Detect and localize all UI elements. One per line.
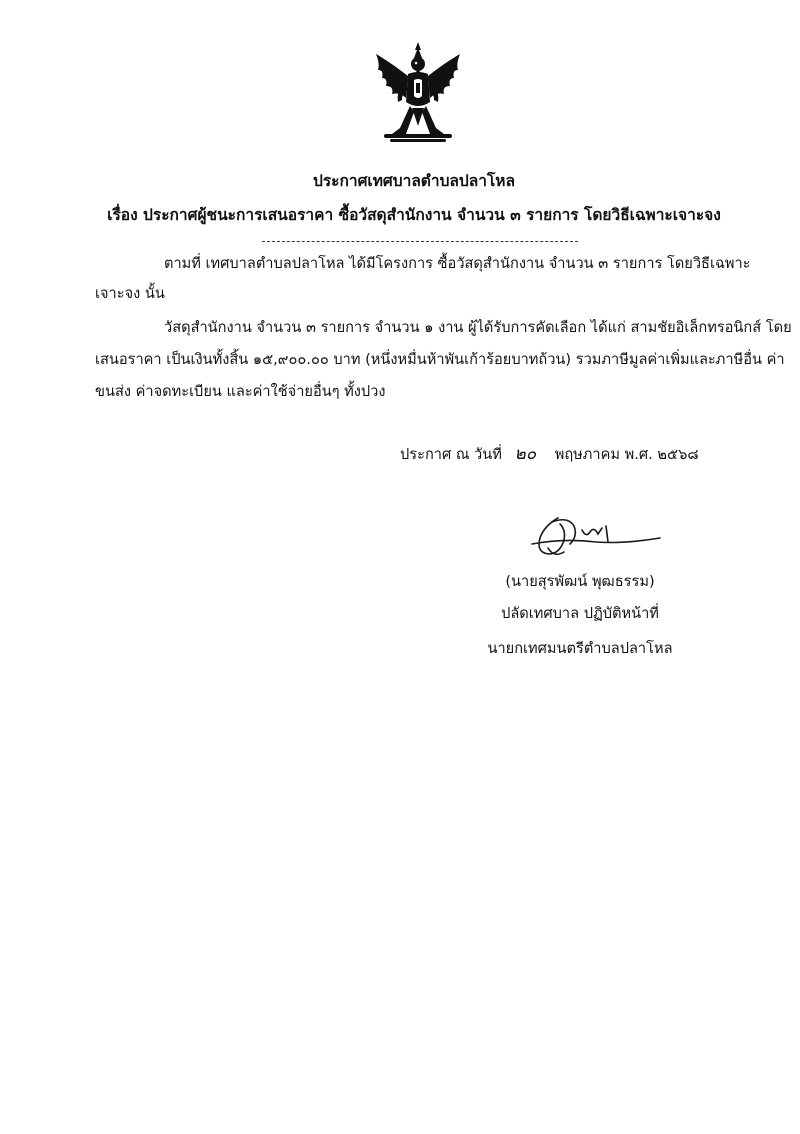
paragraph-2-line-3: ขนส่ง ค่าจดทะเบียน และค่าใช้จ่ายอื่นๆ ทั้งปวง: [95, 383, 386, 400]
signatory-position-1: ปลัดเทศบาล ปฏิบัติหน้าที่: [501, 605, 659, 622]
document-title: ประกาศเทศบาลตำบลปลาโหล: [313, 172, 515, 190]
paragraph-1-line-2: เจาะจง นั้น: [95, 285, 165, 302]
garuda-emblem-icon: [370, 40, 466, 146]
paragraph-2-line-2: เสนอราคา เป็นเงินทั้งสิ้น ๑๕,๙๐๐.๐๐ บาท (หนึ่งหมื่นห้าพันเก้าร้อยบาทถ้วน) รวมภาษีมูลค่าเพิ่มและภาษีอื่น ค่า: [95, 351, 785, 368]
divider: [262, 241, 578, 242]
signatory-position-2: นายกเทศมนตรีตำบลปลาโหล: [487, 640, 673, 657]
signature-icon: [524, 508, 664, 568]
date-day-handwritten: ๒๐: [514, 444, 537, 464]
document-subject: เรื่อง ประกาศผู้ชนะการเสนอราคา ซื้อวัสดุสำนักงาน จำนวน ๓ รายการ โดยวิธีเฉพาะเจาะจง: [107, 206, 721, 224]
date-line: [400, 444, 699, 465]
date-prefix: ประกาศ ณ วันที่: [400, 446, 502, 463]
paragraph-2-line-1: วัสดุสำนักงาน จำนวน ๓ รายการ จำนวน ๑ งาน ผู้ได้รับการคัดเลือก ได้แก่ สามชัยอิเล็กทรอนิกส์ โดย: [164, 319, 792, 336]
paragraph-1-line-1: ตามที่ เทศบาลตำบลปลาโหล ได้มีโครงการ ซื้อวัสดุสำนักงาน จำนวน ๓ รายการ โดยวิธีเฉพาะ: [164, 255, 751, 272]
date-month-year: พฤษภาคม พ.ศ. ๒๕๖๘: [554, 446, 699, 463]
signatory-name: (นายสุรพัฒน์ พุฒธรรม): [505, 573, 655, 590]
